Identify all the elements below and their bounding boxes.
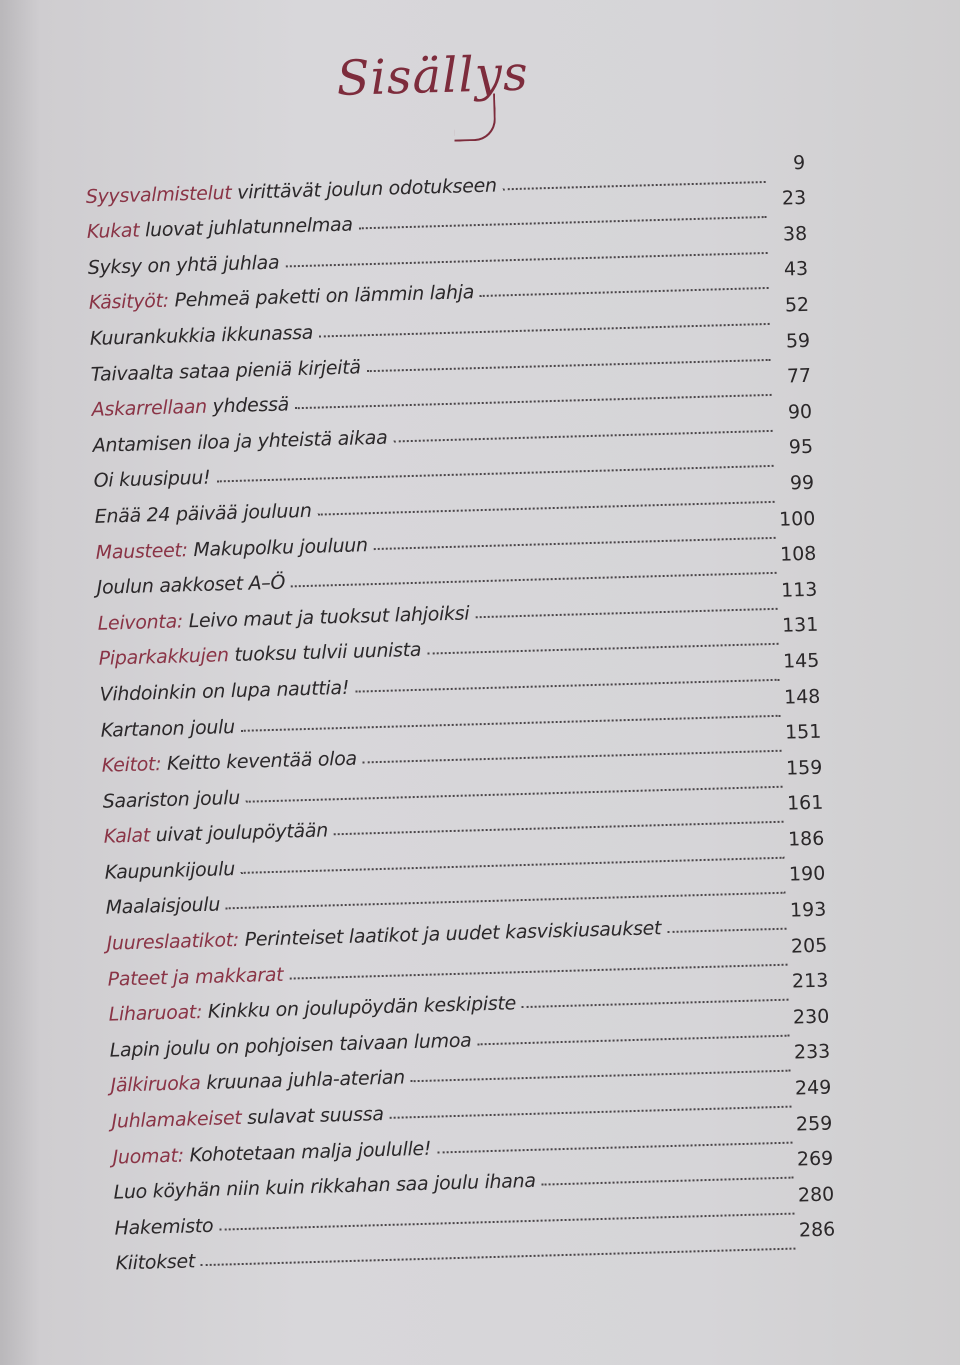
toc-entry-page: 113 xyxy=(780,578,818,602)
toc-entry-text: Kinkku on joulupöydän keskipiste xyxy=(201,992,517,1024)
toc-entry-text: yhdessä xyxy=(206,393,290,418)
toc-entry-text: Joulun aakkoset A–Ö xyxy=(96,571,286,599)
toc-entry-page: 23 xyxy=(781,187,807,210)
toc-entry-text: Enää 24 päivää jouluun xyxy=(94,499,312,528)
toc-entry-text: Antamisen iloa ja yhteistä aikaa xyxy=(92,426,388,457)
dot-leader xyxy=(667,928,786,933)
toc-entry-page: 259 xyxy=(795,1112,833,1136)
toc-entry-text: Makupolku jouluun xyxy=(187,533,369,561)
toc-entry-page: 99 xyxy=(789,471,815,495)
toc-entry-page: 131 xyxy=(781,614,819,638)
toc-entry-text: luovat juhlatunnelmaa xyxy=(139,213,353,242)
toc-entry-title xyxy=(104,858,235,884)
toc-entry-page: 95 xyxy=(788,436,814,459)
toc-entry-page: 159 xyxy=(785,756,823,780)
toc-entry-text: Luo köyhän niin kuin rikkahan saa joulu ihana xyxy=(113,1170,536,1204)
title-flourish-icon xyxy=(453,94,496,142)
toc-entry-accent: Juureslaatikot: xyxy=(106,929,240,955)
toc-entry-accent: Leivonta: xyxy=(97,610,184,635)
toc-entry-text: Hakemisto xyxy=(114,1214,214,1240)
toc-entry-accent: Liharuoat: xyxy=(108,1001,203,1026)
toc-entry-text: Kartanon joulu xyxy=(100,715,236,742)
dot-leader xyxy=(201,1248,795,1267)
toc-entry-text: Keitto keventää oloa xyxy=(160,747,358,776)
toc-entry-page: 205 xyxy=(790,934,828,958)
toc-entry-page: 108 xyxy=(779,542,817,566)
toc-entry-page: 145 xyxy=(782,649,820,673)
toc-entry-page: 230 xyxy=(792,1005,830,1029)
toc-entry-text: Syksy on yhtä juhlaa xyxy=(87,251,280,279)
toc-entry-title xyxy=(114,1215,213,1240)
toc-entry-text: Saariston joulu xyxy=(102,786,241,813)
toc-entry-title xyxy=(105,894,220,919)
toc-entry-text: kruunaa juhla-aterian xyxy=(200,1066,406,1095)
toc-entry-page: 286 xyxy=(798,1218,836,1242)
toc-entry-text: Kiitokset xyxy=(115,1250,196,1275)
toc-entry-page: 161 xyxy=(786,791,824,815)
toc-entry-text: tuoksu tulvii uunista xyxy=(228,639,422,667)
toc-entry-title xyxy=(115,1251,195,1275)
toc-entry-page: 77 xyxy=(786,364,812,388)
toc-entry-text: Perinteiset laatikot ja uudet kasviskiusaukset xyxy=(238,917,662,952)
toc-entry-accent: Syysvalmistelut xyxy=(85,181,232,208)
toc-entry-page: 280 xyxy=(797,1183,835,1207)
toc-entry-page: 43 xyxy=(783,258,809,281)
toc-entry-page: 193 xyxy=(789,898,827,922)
toc-entry-title xyxy=(102,787,240,813)
table-of-contents xyxy=(85,152,836,1275)
toc-entry-page: 148 xyxy=(783,685,821,709)
toc-entry-text: Maalaisjoulu xyxy=(105,893,221,920)
toc-entry-text: Lapin joulu on pohjoisen taivaan lumoa xyxy=(109,1029,472,1062)
dot-leader xyxy=(503,181,766,190)
toc-entry-accent: Pateet ja makkarat xyxy=(107,963,284,991)
toc-entry-text: Kohotetaan malja joululle! xyxy=(183,1137,432,1167)
toc-entry-page: 233 xyxy=(793,1040,831,1064)
toc-entry-accent: Keitot: xyxy=(101,753,162,777)
page-title: Sisällys xyxy=(335,45,530,107)
toc-entry-text: Vihdoinkin on lupa nauttia! xyxy=(99,676,350,706)
toc-entry-page: 213 xyxy=(791,969,829,993)
toc-entry-text: Leivo maut ja tuoksut lahjoiksi xyxy=(182,602,470,633)
toc-entry-page: 186 xyxy=(787,827,825,851)
toc-entry-page: 9 xyxy=(792,151,806,174)
toc-entry-page: 100 xyxy=(778,507,816,531)
toc-entry-text: Taivaalta sataa pieniä kirjeitä xyxy=(90,355,361,386)
toc-entry-accent: Kalat xyxy=(103,824,151,848)
toc-entry-accent: Piparkakkujen xyxy=(98,644,230,671)
toc-entry-text: virittävät joulun odotukseen xyxy=(231,174,498,204)
toc-entry-accent: Kukat xyxy=(86,219,140,244)
toc-entry-accent: Jälkiruoka xyxy=(110,1072,201,1098)
toc-entry-page: 59 xyxy=(785,329,811,353)
toc-entry-text: Kaupunkijoulu xyxy=(104,857,236,884)
toc-entry-page: 151 xyxy=(784,720,822,744)
toc-entry-text: Pehmeä paketti on lämmin lahja xyxy=(168,281,475,313)
toc-entry-text: Kuurankukkia ikkunassa xyxy=(89,321,314,350)
toc-entry-page: 52 xyxy=(784,293,810,317)
toc-entry-text: uivat joulupöytään xyxy=(149,819,329,847)
toc-entry-accent: Askarrellaan xyxy=(91,395,208,422)
toc-entry-text: Oi kuusipuu! xyxy=(93,466,211,493)
toc-entry-page: 249 xyxy=(794,1076,832,1100)
toc-entry-page: 269 xyxy=(796,1147,834,1171)
toc-entry-accent: Juomat: xyxy=(112,1144,185,1169)
toc-entry-page: 90 xyxy=(787,400,813,424)
toc-entry-accent: Mausteet: xyxy=(95,538,188,564)
toc-entry-accent: Juhlamakeiset xyxy=(111,1107,242,1133)
toc-entry-title xyxy=(93,467,210,492)
toc-entry-page: 190 xyxy=(788,863,826,887)
toc-entry-text: sulavat suussa xyxy=(241,1103,384,1130)
dot-leader xyxy=(522,999,788,1008)
toc-entry-title xyxy=(100,716,235,742)
dot-leader xyxy=(542,1177,794,1186)
toc-entry-page: 38 xyxy=(782,222,808,246)
toc-entry-accent: Käsityöt: xyxy=(88,290,170,315)
